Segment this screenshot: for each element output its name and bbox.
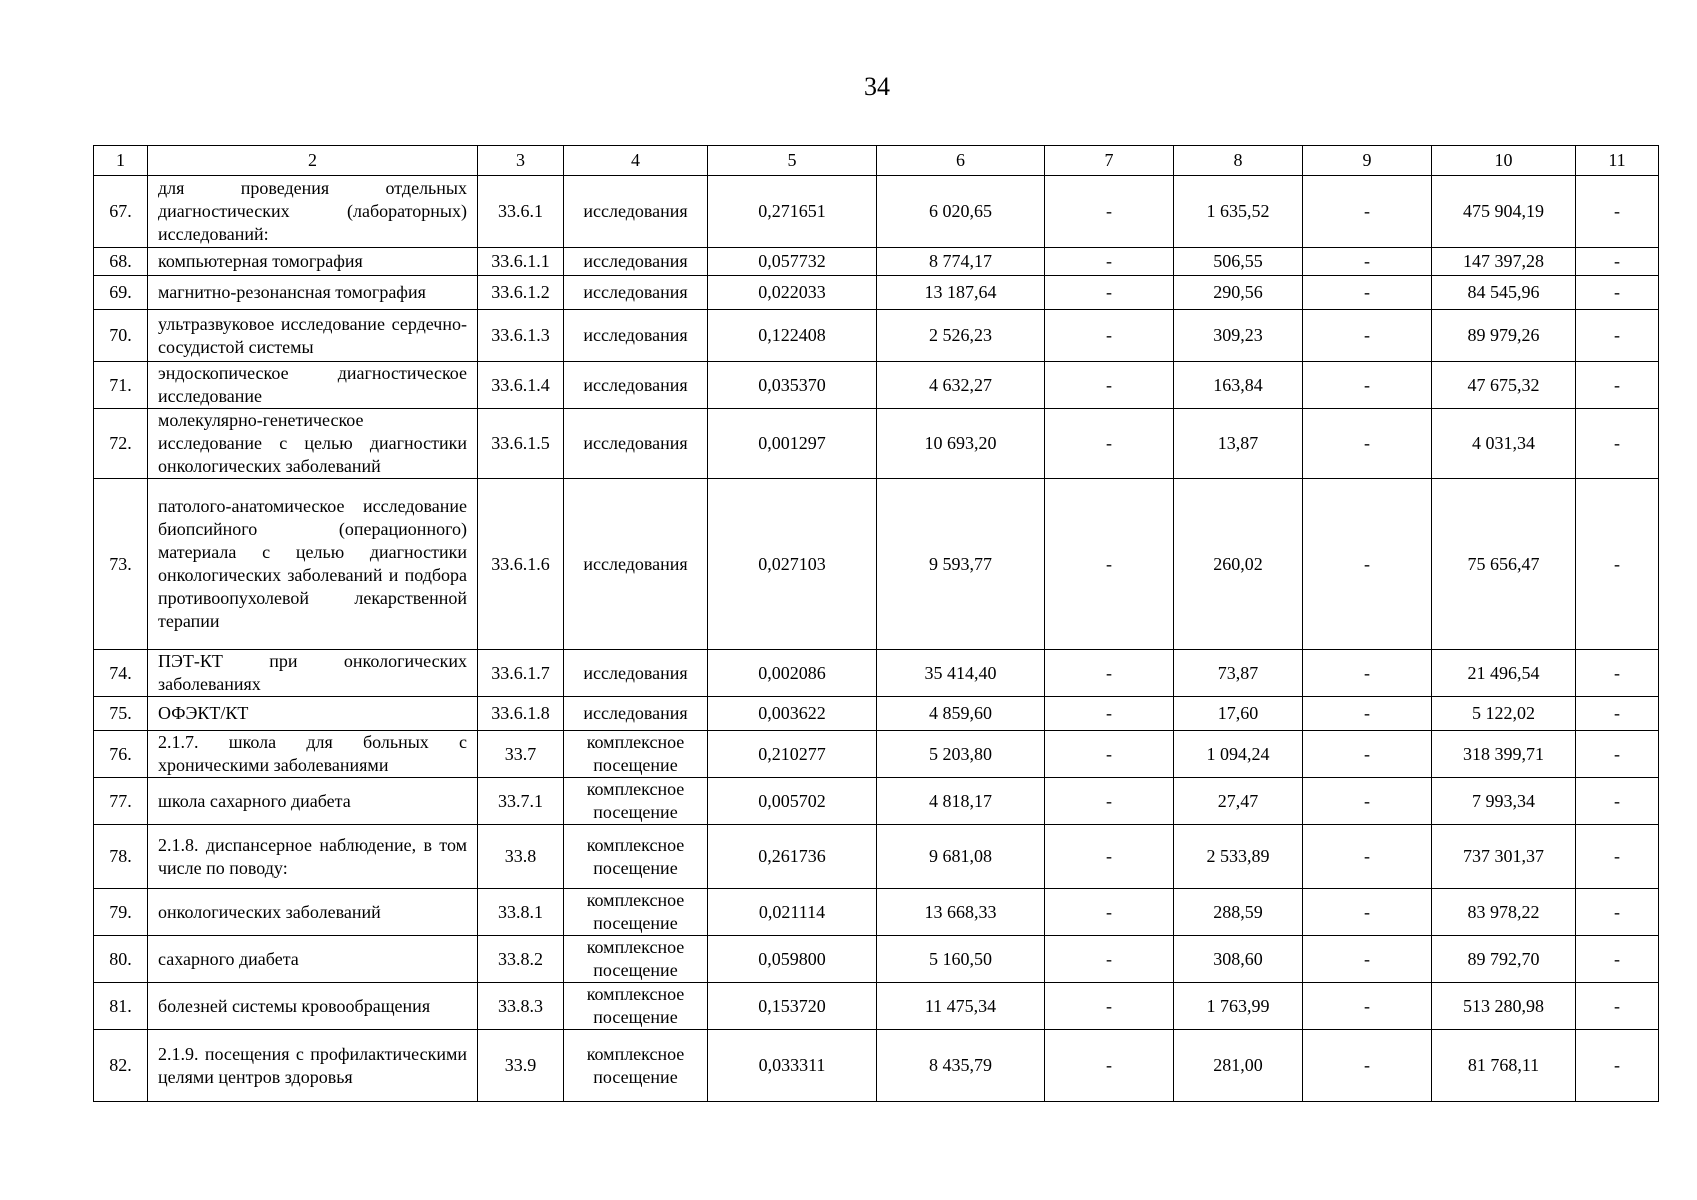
row-col7: - [1045,409,1174,479]
row-col10: 81 768,11 [1432,1030,1576,1102]
row-col10: 83 978,22 [1432,889,1576,936]
table-row [94,889,1659,936]
row-name: ОФЭКТ/КТ [148,697,478,731]
row-col6: 5 160,50 [877,936,1045,983]
row-col5: 0,033311 [708,1030,877,1102]
row-col9: - [1303,778,1432,825]
row-unit: исследования [564,310,708,362]
row-name: ПЭТ-КТ при онкологических заболеваниях [148,650,478,697]
row-name: болезней системы кровообращения [148,983,478,1030]
row-unit: исследования [564,248,708,276]
row-col11: - [1576,276,1659,310]
row-col8: 288,59 [1174,889,1303,936]
row-col7: - [1045,362,1174,409]
row-col5: 0,003622 [708,697,877,731]
row-col10: 737 301,37 [1432,825,1576,889]
row-number: 82. [94,1030,148,1102]
row-number: 73. [94,479,148,650]
row-name: для проведения отдельных диагностических (лабораторных) исследований: [148,176,478,248]
row-col9: - [1303,650,1432,697]
header-cell: 8 [1174,146,1303,176]
table-row [94,650,1659,697]
row-col9: - [1303,276,1432,310]
table-row [94,1030,1659,1102]
row-col8: 163,84 [1174,362,1303,409]
header-cell: 1 [94,146,148,176]
table-row [94,983,1659,1030]
row-number: 69. [94,276,148,310]
row-col5: 0,261736 [708,825,877,889]
row-col8: 290,56 [1174,276,1303,310]
row-number: 80. [94,936,148,983]
row-col8: 309,23 [1174,310,1303,362]
header-cell: 2 [148,146,478,176]
row-col11: - [1576,778,1659,825]
row-code: 33.6.1.6 [478,479,564,650]
row-col6: 6 020,65 [877,176,1045,248]
row-code: 33.8.1 [478,889,564,936]
row-name: молекулярно-генетическое исследование с целью диагностики онкологических заболеваний [148,409,478,479]
row-col8: 27,47 [1174,778,1303,825]
row-col11: - [1576,1030,1659,1102]
row-col9: - [1303,1030,1432,1102]
row-number: 71. [94,362,148,409]
row-col6: 35 414,40 [877,650,1045,697]
row-unit: исследования [564,409,708,479]
row-col5: 0,002086 [708,650,877,697]
row-unit: комплексное посещение [564,983,708,1030]
row-number: 81. [94,983,148,1030]
row-col6: 9 681,08 [877,825,1045,889]
table-row [94,409,1659,479]
row-col5: 0,122408 [708,310,877,362]
row-col11: - [1576,825,1659,889]
row-number: 67. [94,176,148,248]
table-row [94,310,1659,362]
row-col8: 1 635,52 [1174,176,1303,248]
table-row [94,697,1659,731]
table-row [94,936,1659,983]
row-col8: 281,00 [1174,1030,1303,1102]
row-code: 33.6.1.4 [478,362,564,409]
row-code: 33.7 [478,731,564,778]
row-col10: 5 122,02 [1432,697,1576,731]
row-unit: комплексное посещение [564,1030,708,1102]
table-row [94,362,1659,409]
row-col10: 147 397,28 [1432,248,1576,276]
row-col11: - [1576,310,1659,362]
header-cell: 11 [1576,146,1659,176]
row-col7: - [1045,697,1174,731]
row-col8: 1 094,24 [1174,731,1303,778]
row-name: 2.1.8. диспансерное наблюдение, в том числе по поводу: [148,825,478,889]
row-col7: - [1045,276,1174,310]
row-col9: - [1303,889,1432,936]
row-col9: - [1303,697,1432,731]
row-col8: 260,02 [1174,479,1303,650]
row-name: сахарного диабета [148,936,478,983]
row-code: 33.6.1.1 [478,248,564,276]
row-col7: - [1045,983,1174,1030]
row-number: 77. [94,778,148,825]
row-unit: комплексное посещение [564,889,708,936]
row-col6: 2 526,23 [877,310,1045,362]
row-number: 75. [94,697,148,731]
row-col11: - [1576,176,1659,248]
row-unit: исследования [564,697,708,731]
row-col7: - [1045,1030,1174,1102]
row-name: 2.1.9. посещения с профилактическими целями центров здоровья [148,1030,478,1102]
row-name: ультразвуковое исследование сердечно-сосудистой системы [148,310,478,362]
table-header-row [94,146,1659,176]
row-col9: - [1303,362,1432,409]
row-col10: 7 993,34 [1432,778,1576,825]
row-col7: - [1045,936,1174,983]
table-row [94,479,1659,650]
row-col5: 0,022033 [708,276,877,310]
row-col8: 506,55 [1174,248,1303,276]
row-col7: - [1045,479,1174,650]
row-col7: - [1045,731,1174,778]
row-code: 33.6.1.8 [478,697,564,731]
row-code: 33.6.1.2 [478,276,564,310]
row-col5: 0,271651 [708,176,877,248]
header-cell: 3 [478,146,564,176]
row-col11: - [1576,697,1659,731]
data-table [93,145,1659,1102]
header-cell: 6 [877,146,1045,176]
row-unit: исследования [564,362,708,409]
row-col11: - [1576,650,1659,697]
row-code: 33.6.1 [478,176,564,248]
row-col9: - [1303,983,1432,1030]
row-col10: 89 792,70 [1432,936,1576,983]
row-code: 33.8 [478,825,564,889]
row-col11: - [1576,889,1659,936]
header-cell: 9 [1303,146,1432,176]
row-col10: 89 979,26 [1432,310,1576,362]
row-unit: исследования [564,276,708,310]
row-number: 76. [94,731,148,778]
row-name: компьютерная томография [148,248,478,276]
table-row [94,276,1659,310]
row-col10: 318 399,71 [1432,731,1576,778]
row-col10: 75 656,47 [1432,479,1576,650]
page-number: 34 [864,72,890,101]
row-col8: 1 763,99 [1174,983,1303,1030]
row-col5: 0,059800 [708,936,877,983]
row-code: 33.8.2 [478,936,564,983]
row-number: 72. [94,409,148,479]
row-col11: - [1576,248,1659,276]
row-col5: 0,021114 [708,889,877,936]
row-col10: 4 031,34 [1432,409,1576,479]
row-col6: 11 475,34 [877,983,1045,1030]
row-name: магнитно-резонансная томография [148,276,478,310]
row-col6: 4 818,17 [877,778,1045,825]
row-number: 70. [94,310,148,362]
row-number: 78. [94,825,148,889]
row-col9: - [1303,825,1432,889]
header-cell: 5 [708,146,877,176]
row-col8: 308,60 [1174,936,1303,983]
row-col6: 9 593,77 [877,479,1045,650]
row-col7: - [1045,176,1174,248]
row-name: школа сахарного диабета [148,778,478,825]
row-number: 79. [94,889,148,936]
row-col7: - [1045,825,1174,889]
table-row [94,176,1659,248]
row-col10: 21 496,54 [1432,650,1576,697]
row-name: 2.1.7. школа для больных с хроническими заболеваниями [148,731,478,778]
row-col9: - [1303,176,1432,248]
row-col11: - [1576,731,1659,778]
row-name: патолого-анатомическое исследование биопсийного (операционного) материала с целью диагностики онкологических заболеваний и подбора противоопухолевой лекарственной терапии [148,479,478,650]
table-row [94,731,1659,778]
row-col9: - [1303,731,1432,778]
row-col9: - [1303,479,1432,650]
row-col11: - [1576,409,1659,479]
row-col11: - [1576,936,1659,983]
row-col7: - [1045,889,1174,936]
row-col8: 2 533,89 [1174,825,1303,889]
row-col5: 0,153720 [708,983,877,1030]
row-col5: 0,057732 [708,248,877,276]
row-unit: комплексное посещение [564,936,708,983]
row-col6: 8 774,17 [877,248,1045,276]
row-col6: 13 668,33 [877,889,1045,936]
row-col8: 73,87 [1174,650,1303,697]
row-code: 33.6.1.5 [478,409,564,479]
row-col5: 0,027103 [708,479,877,650]
row-col7: - [1045,650,1174,697]
row-unit: исследования [564,650,708,697]
row-col11: - [1576,983,1659,1030]
row-code: 33.9 [478,1030,564,1102]
row-col9: - [1303,248,1432,276]
row-col6: 10 693,20 [877,409,1045,479]
table-row [94,778,1659,825]
row-col6: 13 187,64 [877,276,1045,310]
row-col5: 0,001297 [708,409,877,479]
row-col9: - [1303,409,1432,479]
row-unit: исследования [564,176,708,248]
row-col10: 513 280,98 [1432,983,1576,1030]
table-row [94,248,1659,276]
row-col5: 0,005702 [708,778,877,825]
row-col8: 13,87 [1174,409,1303,479]
row-number: 74. [94,650,148,697]
row-col7: - [1045,248,1174,276]
header-cell: 4 [564,146,708,176]
row-unit: комплексное посещение [564,778,708,825]
row-code: 33.8.3 [478,983,564,1030]
row-col10: 47 675,32 [1432,362,1576,409]
row-code: 33.6.1.7 [478,650,564,697]
header-cell: 7 [1045,146,1174,176]
header-cell: 10 [1432,146,1576,176]
row-col7: - [1045,778,1174,825]
row-col6: 8 435,79 [877,1030,1045,1102]
row-col6: 5 203,80 [877,731,1045,778]
row-col8: 17,60 [1174,697,1303,731]
row-col10: 475 904,19 [1432,176,1576,248]
row-col5: 0,035370 [708,362,877,409]
row-code: 33.7.1 [478,778,564,825]
row-unit: комплексное посещение [564,825,708,889]
row-col5: 0,210277 [708,731,877,778]
row-name: эндоскопическое диагностическое исследование [148,362,478,409]
row-col9: - [1303,936,1432,983]
row-unit: исследования [564,479,708,650]
row-col9: - [1303,310,1432,362]
row-col6: 4 859,60 [877,697,1045,731]
row-col10: 84 545,96 [1432,276,1576,310]
row-col11: - [1576,479,1659,650]
row-col6: 4 632,27 [877,362,1045,409]
row-col11: - [1576,362,1659,409]
table-row [94,825,1659,889]
row-code: 33.6.1.3 [478,310,564,362]
row-unit: комплексное посещение [564,731,708,778]
row-name: онкологических заболеваний [148,889,478,936]
row-col7: - [1045,310,1174,362]
row-number: 68. [94,248,148,276]
